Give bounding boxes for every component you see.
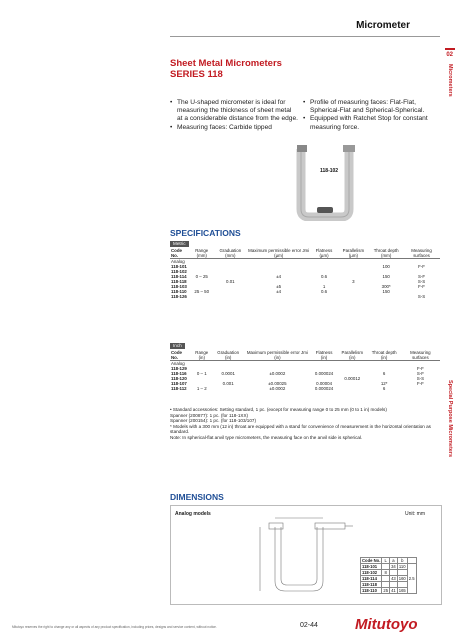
col-header: Throat depth (mm) xyxy=(369,248,403,259)
cell: 41 xyxy=(391,588,396,593)
cell xyxy=(214,294,247,299)
cell: 0.00004 xyxy=(316,381,333,386)
col-header: Throat depth (in) xyxy=(368,350,401,361)
cell: 118-129 xyxy=(171,366,187,371)
col-header: Flatness (in) xyxy=(311,350,337,361)
col-header: Code No. xyxy=(170,248,190,259)
section-header-title: Micrometer xyxy=(356,20,410,31)
cell: ±4 xyxy=(276,274,282,279)
cell: 118-103 xyxy=(171,284,187,289)
cell: 0.000024 xyxy=(314,386,334,391)
cell: 0.6 xyxy=(320,289,328,294)
col-header: Maximum permissible error Jmi (µm) xyxy=(248,248,310,258)
cell: F-F xyxy=(418,264,425,269)
side-tab-number: 02 xyxy=(446,52,453,58)
cell: S-F xyxy=(416,371,424,376)
cell: 118-107 xyxy=(171,381,187,386)
table-row xyxy=(170,294,440,299)
cell: 118-101 xyxy=(361,564,382,570)
cell: 300* xyxy=(381,284,391,289)
header-divider xyxy=(170,36,440,37)
side-tab-micrometers: Micrometers xyxy=(447,64,453,97)
col-header: Flatness (µm) xyxy=(311,248,338,259)
cell: 6 xyxy=(382,371,386,376)
cell xyxy=(311,294,338,299)
col-header: Measuring surfaces xyxy=(401,350,440,361)
dimensions-heading: DIMENSIONS xyxy=(170,492,224,502)
cell: 118-114 xyxy=(361,576,382,582)
cell: 0 – 1 xyxy=(196,371,207,376)
col-header: Parallelism (µm) xyxy=(338,248,370,259)
cell: 118-110 xyxy=(171,289,187,294)
col-header: b xyxy=(397,558,407,564)
cell: S-S xyxy=(416,376,425,381)
cell xyxy=(247,294,311,299)
cell: 118-114 xyxy=(171,274,187,279)
feature-item: • Measuring faces: Carbide tipped xyxy=(170,124,298,132)
col-header: Maximum permissible error Jmi (in) xyxy=(244,350,312,361)
col-header: Measuring surfaces xyxy=(403,248,440,259)
cell xyxy=(401,386,440,391)
cell: 118-101 xyxy=(171,264,187,269)
group-label: Analog xyxy=(171,259,185,264)
cell xyxy=(369,294,403,299)
mitutoyo-logo: Mitutoyo xyxy=(355,616,418,633)
col-header: Range (mm) xyxy=(190,248,214,259)
cell: 25 – 50 xyxy=(194,289,210,294)
feature-list-right xyxy=(303,99,438,132)
cell: 2.5 xyxy=(407,564,416,594)
cell: 12* xyxy=(380,381,388,386)
cell: 1 xyxy=(322,284,326,289)
cell: 150 xyxy=(382,274,390,279)
cell: 150 xyxy=(382,289,390,294)
cell: 118-102 xyxy=(361,570,382,576)
dimensions-panel-label: Analog models xyxy=(175,511,211,517)
footer-disclaimer: Mitutoyo reserves the right to change any or all aspects of any product specification, including prices, designs and service content, without notice. xyxy=(12,625,217,629)
cell: 0.01 xyxy=(226,279,235,284)
product-photo-label: 118-102 xyxy=(320,168,339,174)
product-title-line1: Sheet Metal Micrometers xyxy=(170,58,282,69)
cell: 25 xyxy=(383,588,389,593)
cell: 3 xyxy=(352,279,355,284)
inch-tag: Inch xyxy=(170,343,185,349)
cell: 165 xyxy=(398,588,406,593)
cell: 118-120 xyxy=(171,376,187,381)
cell: 100 xyxy=(382,264,390,269)
side-tab-special-purpose: Special Purpose Micrometers xyxy=(447,380,453,458)
feature-item: • The U-shaped micrometer is ideal for measuring the thickness of sheet metal at a considerable distance from the edge. xyxy=(170,99,298,124)
cell: 0.000024 xyxy=(314,371,334,376)
col-header: Graduation (mm) xyxy=(214,248,247,259)
cell: 118-116 xyxy=(171,371,187,376)
col-header: Graduation (in) xyxy=(213,350,244,361)
cell: ±0.0002 xyxy=(269,386,286,391)
cell: S-F xyxy=(417,274,426,279)
cell: 0.001 xyxy=(222,381,234,386)
side-tab-top-marker xyxy=(445,48,455,50)
cell: 118-126 xyxy=(171,294,187,299)
cell: 34 xyxy=(391,564,396,569)
col-header: Code No. xyxy=(170,350,191,361)
cell: 118-102 xyxy=(171,269,187,274)
specifications-heading: SPECIFICATIONS xyxy=(170,228,241,238)
cell: 118-118 xyxy=(361,582,382,588)
cell: S-S xyxy=(417,294,426,299)
page-number: 02-44 xyxy=(300,622,318,629)
cell: ±4 xyxy=(276,289,282,294)
cell: F-F xyxy=(418,284,425,289)
cell: 43 xyxy=(391,576,396,581)
feature-item: • Profile of measuring faces: Flat-Flat, Spherical-Flat and Spherical-Spherical. xyxy=(303,99,438,115)
cell: ±5 xyxy=(276,284,282,289)
table-row xyxy=(170,386,440,391)
cell: ±0.0002 xyxy=(269,371,286,376)
product-title-line2: SERIES 118 xyxy=(170,69,223,80)
cell: 118-118 xyxy=(171,279,187,284)
cell: F-F xyxy=(416,381,424,386)
cell xyxy=(190,294,214,299)
note-line: • Standard accessories: Setting standard, 1 pc. (except for measuring range 0 to 25 mm (0 to 1 in) models) xyxy=(170,407,387,412)
col-header: Code No. xyxy=(362,558,381,563)
dimension-drawing xyxy=(255,515,355,600)
cell: 0 – 25 xyxy=(195,274,208,279)
cell: 118-110 xyxy=(361,588,382,594)
cell: 0.6 xyxy=(320,274,328,279)
cell: 0.0001 xyxy=(221,371,235,376)
table-header-row xyxy=(170,350,440,361)
note-line: * Models with a 300 mm (12 in) throat are equipped with a stand for convenience of measurement in the horizontal orientation as standard. xyxy=(170,423,431,435)
product-title xyxy=(170,58,282,80)
metric-spec-table xyxy=(170,248,440,299)
cell: 118-112 xyxy=(171,386,187,391)
col-header: Range (in) xyxy=(191,350,213,361)
note-line: Spanner (200154): 1 pc. (for 118-103/107) xyxy=(170,418,256,424)
cell: 110 xyxy=(398,564,406,569)
dimensions-unit: Unit: mm xyxy=(405,511,425,517)
cell: ±0.00025 xyxy=(268,381,287,386)
cell: F-F xyxy=(416,366,424,371)
cell: 1 – 2 xyxy=(196,386,207,391)
col-header: L xyxy=(382,558,390,564)
note-line: Note: In spherical-flat anvil type micrometers, the measuring face on the anvil side is spherical. xyxy=(170,434,363,440)
cell xyxy=(337,386,368,391)
metric-tag: Metric xyxy=(170,241,189,247)
group-label: Analog xyxy=(171,361,185,366)
dimensions-table xyxy=(360,557,417,594)
spec-notes xyxy=(170,407,440,441)
cell: 8 xyxy=(382,570,390,576)
cell: 0.00012 xyxy=(344,376,361,381)
cell: 6 xyxy=(382,386,386,391)
product-photo xyxy=(295,143,355,221)
cell xyxy=(213,386,244,391)
cell: S-S xyxy=(417,279,426,284)
cell: 160 xyxy=(398,576,406,581)
cell xyxy=(338,294,370,299)
table-header-row xyxy=(170,248,440,259)
note-line: Spanner (200877): 1 pc. (for 118-1XX) xyxy=(170,412,249,418)
col-header: a xyxy=(390,558,398,564)
col-header: Parallelism (in) xyxy=(337,350,368,361)
feature-list-left xyxy=(170,99,298,132)
inch-spec-table xyxy=(170,350,440,391)
feature-item: • Equipped with Ratchet Stop for constant measuring force. xyxy=(303,115,438,131)
